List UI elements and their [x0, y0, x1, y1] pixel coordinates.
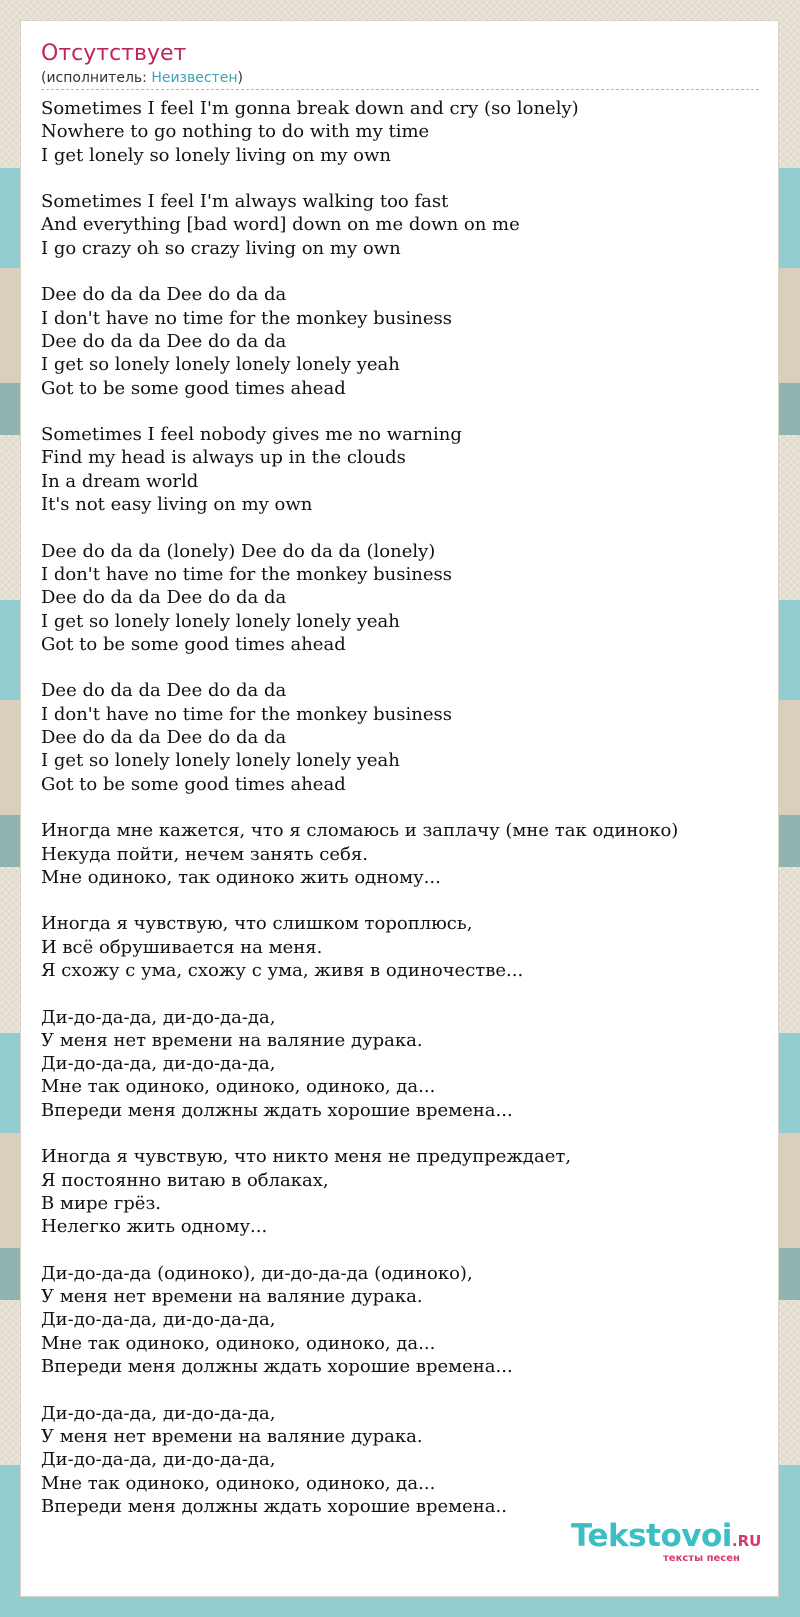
- lyric-line: It's not easy living on my own: [41, 494, 313, 516]
- lyric-line: I don't have no time for the monkey business: [41, 703, 452, 725]
- artist-link[interactable]: Неизвестен: [151, 70, 238, 86]
- lyric-line: Nowhere to go nothing to do with my time: [41, 121, 430, 143]
- lyric-line: Впереди меня должны ждать хорошие времена...: [41, 1356, 513, 1378]
- logo-tagline: тексты песен: [663, 1553, 740, 1564]
- stanza-break: [41, 982, 771, 1005]
- lyric-line: Dee do da da (lonely) Dee do da da (lonely): [41, 540, 436, 562]
- lyric-line: Мне так одиноко, одиноко, одиноко, да...: [41, 1332, 436, 1354]
- lyric-line: I don't have no time for the monkey business: [41, 563, 452, 585]
- lyric-line: Я постоянно витаю в облаках,: [41, 1169, 329, 1191]
- lyric-line: Ди-до-да-да, ди-до-да-да,: [41, 1006, 276, 1028]
- lyric-line: Нелегко жить одному...: [41, 1216, 268, 1238]
- lyric-line: Мне так одиноко, одиноко, одиноко, да...: [41, 1472, 436, 1494]
- lyric-line: I get so lonely lonely lonely lonely yeah: [41, 354, 400, 376]
- lyric-line: Dee do da da Dee do da da: [41, 727, 287, 749]
- lyric-line: Мне так одиноко, одиноко, одиноко, да...: [41, 1076, 436, 1098]
- lyric-line: Ди-до-да-да, ди-до-да-да,: [41, 1053, 276, 1075]
- lyric-line: Ди-до-да-да, ди-до-да-да,: [41, 1402, 276, 1424]
- stanza-break: [41, 1378, 771, 1401]
- lyric-line: Ди-до-да-да, ди-до-да-да,: [41, 1309, 276, 1331]
- stanza-break: [41, 260, 771, 283]
- stanza-break: [41, 516, 771, 539]
- stanza-break: [41, 167, 771, 190]
- title-divider: [41, 89, 759, 90]
- lyric-line: Иногда я чувствую, что слишком тороплюсь,: [41, 913, 473, 935]
- lyrics-card: [21, 21, 778, 1596]
- lyric-line: У меня нет времени на валяние дурака.: [41, 1029, 423, 1051]
- lyric-line: Got to be some good times ahead: [41, 773, 346, 795]
- lyric-line: Впереди меня должны ждать хорошие времена...: [41, 1099, 513, 1121]
- lyric-line: Иногда я чувствую, что никто меня не предупреждает,: [41, 1146, 572, 1168]
- artist-suffix: ): [237, 70, 243, 86]
- lyric-line: I get so lonely lonely lonely lonely yeah: [41, 750, 400, 772]
- lyric-line: Dee do da da Dee do da da: [41, 330, 287, 352]
- lyric-line: Ди-до-да-да (одиноко), ди-до-да-да (одиноко),: [41, 1262, 473, 1284]
- lyric-line: Dee do da da Dee do da da: [41, 680, 287, 702]
- stanza-break: [41, 400, 771, 423]
- lyric-line: Иногда мне кажется, что я сломаюсь и заплачу (мне так одиноко): [41, 820, 679, 842]
- song-title: Отсутствует: [41, 41, 187, 66]
- lyric-line: Мне одиноко, так одиноко жить одному...: [41, 866, 441, 888]
- stanza-break: [41, 1239, 771, 1262]
- stanza-break: [41, 889, 771, 912]
- lyric-line: Sometimes I feel I'm gonna break down and cry (so lonely): [41, 98, 579, 119]
- lyric-line: Sometimes I feel nobody gives me no warning: [41, 424, 462, 446]
- lyric-line: Некуда пойти, нечем занять себя.: [41, 843, 368, 865]
- lyric-line: I get lonely so lonely living on my own: [41, 144, 391, 166]
- logo-wordmark: Tekstovoi: [571, 1518, 732, 1554]
- lyric-line: In a dream world: [41, 470, 199, 492]
- lyric-line: В мире грёз.: [41, 1192, 161, 1214]
- lyric-line: Я схожу с ума, схожу с ума, живя в одиночестве...: [41, 959, 524, 981]
- lyric-line: И всё обрушивается на меня.: [41, 936, 323, 958]
- lyric-line: Got to be some good times ahead: [41, 633, 346, 655]
- artist-line: [41, 69, 243, 87]
- stanza-break: [41, 796, 771, 819]
- lyric-line: Dee do da da Dee do da da: [41, 284, 287, 306]
- lyrics-text: [41, 97, 771, 1518]
- lyric-line: I get so lonely lonely lonely lonely yeah: [41, 610, 400, 632]
- lyric-line: Dee do da da Dee do da da: [41, 587, 287, 609]
- lyric-line: Find my head is always up in the clouds: [41, 447, 406, 469]
- lyric-line: У меня нет времени на валяние дурака.: [41, 1286, 423, 1308]
- stanza-break: [41, 656, 771, 679]
- lyric-line: And everything [bad word] down on me down on me: [41, 214, 520, 236]
- lyric-line: Впереди меня должны ждать хорошие времена..: [41, 1495, 507, 1517]
- logo-tld: .RU: [731, 1532, 762, 1550]
- lyric-line: Got to be some good times ahead: [41, 377, 346, 399]
- lyric-line: Ди-до-да-да, ди-до-да-да,: [41, 1449, 276, 1471]
- lyric-line: I go crazy oh so crazy living on my own: [41, 237, 401, 259]
- lyric-line: У меня нет времени на валяние дурака.: [41, 1425, 423, 1447]
- stanza-break: [41, 1122, 771, 1145]
- lyric-line: I don't have no time for the monkey business: [41, 307, 452, 329]
- site-logo[interactable]: [571, 1518, 762, 1564]
- lyric-line: Sometimes I feel I'm always walking too fast: [41, 191, 449, 213]
- artist-prefix: (исполнитель:: [41, 70, 152, 86]
